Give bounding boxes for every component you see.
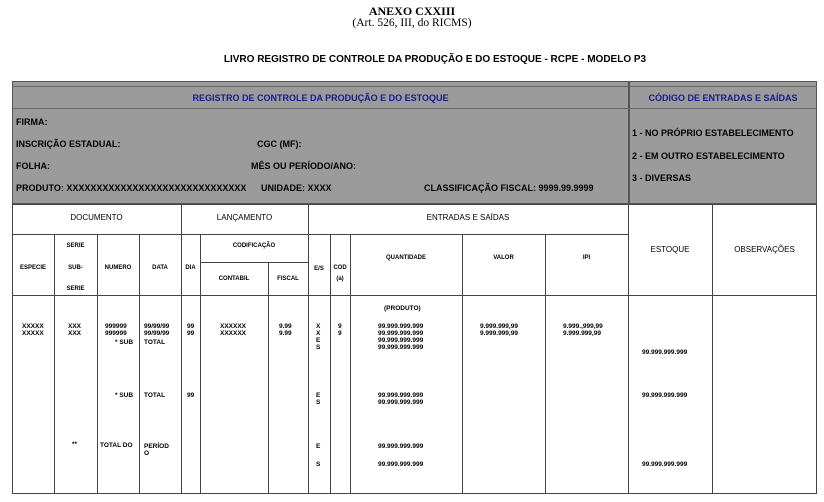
col-serie2: SERIE [66, 286, 85, 292]
article-reference: (Art. 526, III, do RICMS) [352, 17, 472, 29]
codigo-item-1: 1 - NO PRÓPRIO ESTABELECIMENTO [632, 128, 794, 138]
grid-line [330, 234, 331, 494]
col-ipi: IPI [582, 255, 591, 261]
produto-label: PRODUTO: XXXXXXXXXXXXXXXXXXXXXXXXXXXXXX [16, 183, 247, 193]
cell-dia-2: 99 [187, 392, 195, 399]
cell-periodo: PERÍOD O [144, 443, 169, 457]
col-cod-a: (a) [336, 276, 344, 282]
grid-line [139, 234, 140, 494]
col-codificacao: CODIFICAÇÃO [232, 243, 276, 249]
cell-produto: (PRODUTO) [384, 305, 421, 312]
cell-quantidade-3b: 99.999.999.999 [378, 461, 424, 468]
col-estoque: ESTOQUE [650, 245, 690, 254]
classificacao-label: CLASSIFICAÇÃO FISCAL: 9999.99.9999 [424, 183, 594, 193]
grid-line [462, 234, 463, 494]
book-title: LIVRO REGISTRO DE CONTROLE DA PRODUÇÃO E DO ESTOQUE - RCPE - MODELO P3 [223, 54, 647, 65]
cell-cod: 9 9 [338, 323, 342, 337]
codigo-item-3: 3 - DIVERSAS [632, 173, 692, 183]
cell-contabil: XXXXXX XXXXXX [220, 323, 247, 337]
grid-line [12, 234, 628, 235]
cell-stars: ** [72, 441, 78, 448]
grid-line [200, 234, 201, 494]
mes-periodo-label: MÊS OU PERÍODO/ANO: [251, 161, 357, 171]
grid-line [268, 262, 269, 494]
cell-serie: XXX XXX [68, 323, 82, 337]
col-data: DATA [152, 265, 168, 271]
cell-total-1: TOTAL [144, 339, 166, 346]
cell-sub-1: * SUB [115, 339, 134, 346]
grid-line [200, 262, 308, 263]
col-entradas-saidas: ENTRADAS E SAÍDAS [426, 213, 510, 222]
codigo-item-2: 2 - EM OUTRO ESTABELECIMENTO [632, 151, 785, 161]
cell-es-3a: E [316, 443, 321, 450]
col-dia: DIA [185, 265, 196, 271]
col-quantidade: QUANTIDADE [386, 255, 426, 261]
anexo-title: ANEXO CXXIII [368, 4, 456, 18]
cell-especie: XXXXX XXXXX [22, 323, 44, 337]
col-numero: NUMERO [104, 265, 132, 271]
inscricao-label: INSCRIÇÃO ESTADUAL: [16, 139, 121, 149]
unidade-label: UNIDADE: XXXX [261, 183, 332, 193]
cell-quantidade-2: 99.999.999.999 99.999.999.999 [378, 392, 424, 406]
cell-sub-2: * SUB [115, 392, 134, 399]
cell-estoque-2: 99.999.999.999 [642, 392, 688, 399]
grid-line [545, 234, 546, 494]
cell-es-1: X X E S [316, 323, 321, 351]
cell-ipi: 9.999.,999,99 9.999.999,99 [563, 323, 603, 337]
cell-es-3b: S [316, 461, 321, 468]
col-valor: VALOR [493, 255, 514, 261]
folha-label: FOLHA: [16, 161, 50, 171]
col-lancamento: LANÇAMENTO [216, 213, 273, 222]
grid-line [350, 234, 351, 494]
firma-label: FIRMA: [16, 117, 48, 127]
cell-quantidade-1: 99.999.999.999 99.999.999.999 99.999.999.999 99.999.999.999 [378, 323, 424, 351]
grid-line [12, 295, 817, 296]
grid-line [181, 204, 182, 494]
cell-total-do: TOTAL DO [100, 442, 133, 449]
col-fiscal: FISCAL [277, 276, 299, 282]
cell-es-2: E S [316, 392, 321, 406]
col-observacoes: OBSERVAÇÕES [734, 245, 795, 254]
cell-quantidade-3a: 99.999.999.999 [378, 443, 424, 450]
cell-numero: 999999 999999 [105, 323, 127, 337]
cell-data: 99/99/99 99/99/99 [144, 323, 170, 337]
cell-valor: 9.999.999,99 9.999.999,99 [480, 323, 518, 337]
cgc-label: CGC (MF): [257, 139, 302, 149]
grid-line [97, 234, 98, 494]
register-title: REGISTRO DE CONTROLE DA PRODUÇÃO E DO ESTOQUE [192, 93, 449, 103]
col-serie: SERIE [66, 243, 85, 249]
cell-fiscal: 9.99 9.99 [279, 323, 292, 337]
col-contabil: CONTABIL [218, 276, 250, 282]
col-es: E/S [314, 266, 324, 272]
col-especie: ESPECIE [19, 265, 46, 271]
grid-line [54, 234, 55, 494]
cell-total-2: TOTAL [144, 392, 166, 399]
col-documento: DOCUMENTO [70, 213, 123, 222]
grid-line [308, 204, 309, 494]
cell-estoque-3: 99.999.999.999 [642, 461, 688, 468]
cell-dia-1: 99 99 [187, 323, 195, 337]
codigo-title: CÓDIGO DE ENTRADAS E SAÍDAS [648, 93, 798, 103]
cell-estoque-1: 99.999.999.999 [642, 349, 688, 356]
col-cod: COD [333, 265, 347, 271]
col-sub: SUB- [68, 265, 83, 271]
